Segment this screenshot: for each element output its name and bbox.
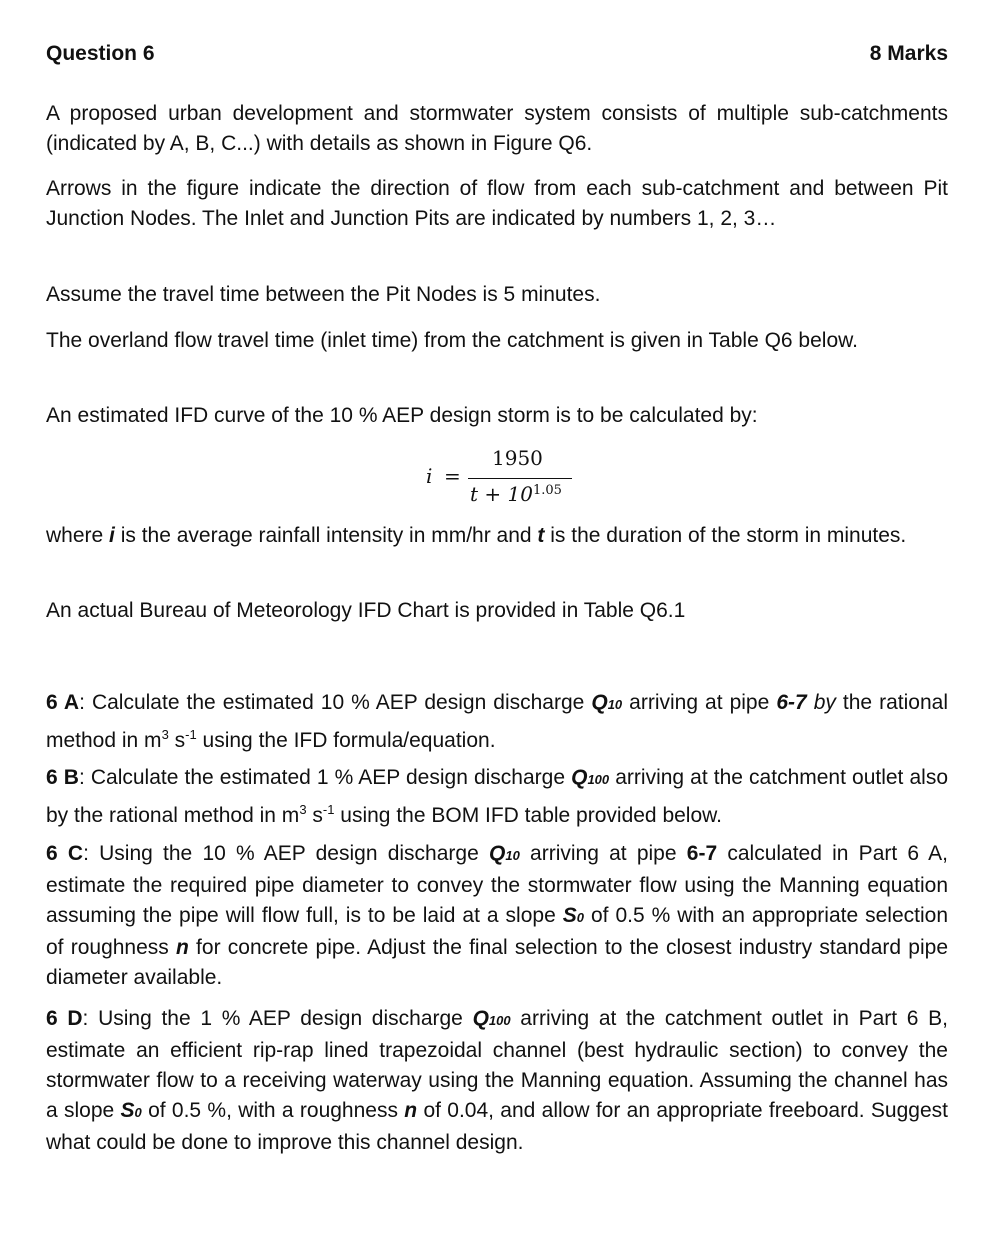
- equation-denominator: $t + 10^{1.05}$: [470, 482, 562, 506]
- part-c: 6 C: Using the 10 % AEP design discharge Q10 arriving at pipe 6-7 calculated in Part 6 A, estimate the required pipe diameter to convey the stormwater flow using the Manning equation assuming the pipe will flow full, is to be laid at a slope S0 of 0.5 % with an appropriate selection of roughness n for concrete pipe. Adjust the final selection to the closest industry standard pipe diameter available.: [46, 842, 948, 989]
- part-a: 6 A: Calculate the estimated 10 % AEP design discharge Q10 arriving at pipe 6-7 by the rational method in $m^3$ $s^{-1}$ using the IFD formula/equation.: [46, 691, 948, 752]
- ifd-equation: [426, 442, 586, 512]
- equation-lhs: i: [426, 464, 433, 488]
- where-paragraph: where i is the average rainfall intensity in mm/hr and t is the duration of the storm in minutes.: [46, 524, 907, 547]
- part-a-label: 6 A: [46, 691, 80, 714]
- intro-paragraph-2: Arrows in the figure indicate the direction of flow from each sub-catchment and between Pit Junction Nodes. The Inlet and Junction Pits are indicated by numbers 1, 2, 3…: [46, 177, 948, 230]
- part-c-label: 6 C: [46, 842, 84, 865]
- fraction-bar: [468, 478, 572, 479]
- part-d-label: 6 D: [46, 1007, 83, 1030]
- part-b: 6 B: Calculate the estimated 1 % AEP design discharge Q100 arriving at the catchment outlet also by the rational method in $m^3$ $s^{-1}$ using the BOM IFD table provided below.: [46, 766, 949, 827]
- equation-numerator: 1950: [492, 446, 543, 470]
- question-header: [46, 42, 948, 66]
- bom-note: An actual Bureau of Meteorology IFD Chart is provided in Table Q6.1: [46, 599, 686, 622]
- intro-paragraph-3: Assume the travel time between the Pit Nodes is 5 minutes.: [46, 283, 601, 306]
- intro-paragraph-5: An estimated IFD curve of the 10 % AEP design storm is to be calculated by:: [46, 404, 758, 427]
- equation-equals: =: [444, 464, 461, 488]
- question-marks: 8 Marks: [869, 42, 948, 65]
- intro-paragraph-1: A proposed urban development and stormwater system consists of multiple sub-catchments (indicated by A, B, C...) with details as shown in Figure Q6.: [46, 102, 948, 155]
- part-d: 6 D: Using the 1 % AEP design discharge Q100 arriving at the catchment outlet in Part 6 B, estimate an efficient rip-rap lined trapezoidal channel (best hydraulic section) to convey the stormwater flow to a receiving waterway using the Manning equation. Assuming the channel has a slope S0 of 0.5 %, with a roughness n of 0.04, and allow for an appropriate freeboard. Suggest what could be done to improve this channel design.: [46, 1007, 949, 1154]
- intro-paragraph-4: The overland flow travel time (inlet time) from the catchment is given in Table Q6 below.: [46, 329, 858, 352]
- part-b-label: 6 B: [46, 766, 79, 789]
- question-title: Question 6: [46, 42, 155, 65]
